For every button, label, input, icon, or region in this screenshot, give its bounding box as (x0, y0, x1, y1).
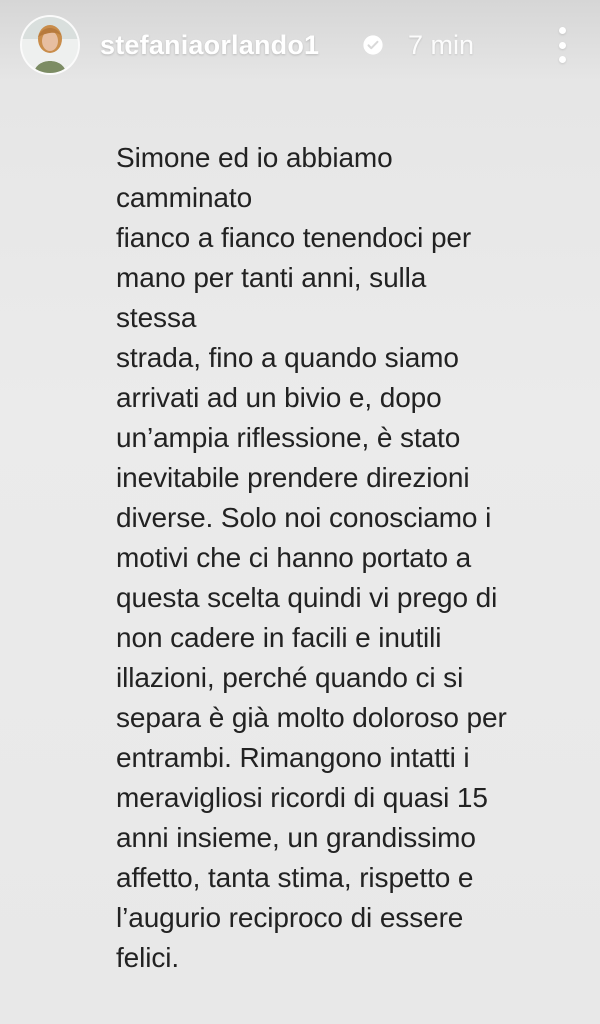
more-vertical-icon[interactable] (550, 27, 574, 63)
post-time: 7 min (408, 30, 475, 60)
story-header (0, 0, 600, 92)
profile-avatar[interactable] (22, 17, 78, 73)
username[interactable]: stefaniaorlando1 (100, 30, 320, 60)
verified-badge-icon (362, 34, 384, 56)
story-text: Simone ed io abbiamo camminato fianco a fianco tenendoci per mano per tanti anni, sulla stessa strada, fino a quando siamo arrivati ad un bivio e, dopo un’ampia riflessione, è stato inevitabile prendere direzioni diverse. Solo noi conosciamo i motivi che ci hanno portato a questa scelta quindi vi prego di non cadere in facili e inutili illazioni, perché quando ci si separa è già molto doloroso per entrambi. Rimangono intatti i meravigliosi ricordi di quasi 15 anni insieme, un grandissimo affetto, tanta stima, rispetto e l’augurio reciproco di essere felici. (116, 142, 507, 973)
